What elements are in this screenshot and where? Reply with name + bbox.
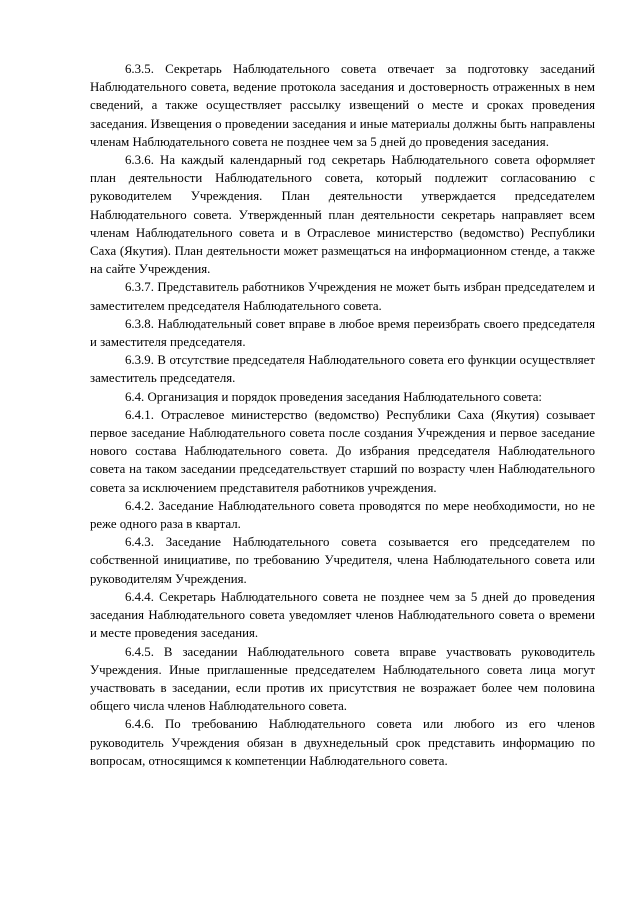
paragraph-6-3-5: 6.3.5. Секретарь Наблюдательного совета отвечает за подготовку заседаний Наблюдательного совета, ведение протокола заседания и достоверность отраженных в нем сведений, а также осуществляет рассылку извещений о месте и сроках проведения заседания. Извещения о проведении заседания и иные материалы должны быть направлены членам Наблюдательного совета не позднее чем за 5 дней до проведения заседания.: [90, 62, 595, 149]
paragraph-6-4-3: 6.4.3. Заседание Наблюдательного совета созывается его председателем по собственной инициативе, по требованию Учредителя, члена Наблюдательного совета или руководителям Учреждения.: [90, 535, 595, 586]
paragraph-6-3-7: 6.3.7. Представитель работников Учреждения не может быть избран председателем и заместителем председателя Наблюдательного совета.: [90, 280, 595, 313]
paragraph-6-3-8: 6.3.8. Наблюдательный совет вправе в любое время переизбрать своего председателя и заместителя председателя.: [90, 316, 595, 350]
document-page: [90, 60, 595, 770]
paragraph-6-3-9: 6.3.9. В отсутствие председателя Наблюдательного совета его функции осуществляет заместитель председателя.: [90, 353, 595, 386]
paragraph-6-4: 6.4. Организация и порядок проведения заседания Наблюдательного совета:: [125, 389, 543, 404]
paragraph-6-3-6: 6.3.6. На каждый календарный год секретарь Наблюдательного совета оформляет план деятельности Наблюдательного совета, который подлежит согласованию с руководителем Учреждения. План деятельности утверждается председателем Наблюдательного совета. Утвержденный план деятельности секретарь направляет всем членам Наблюдательного совета и в Отраслевое министерство (ведомство) Республики Саха (Якутия). План деятельности может размещаться на информационном стенде, а также на сайте Учреждения.: [90, 153, 595, 277]
paragraph-6-4-5: 6.4.5. В заседании Наблюдательного совета вправе участвовать руководитель Учреждения. Иные приглашенные председателем Наблюдательного совета лица могут участвовать в заседании, если против их присутствия не возражает более чем половина общего числа членов Наблюдательного совета.: [90, 644, 595, 714]
paragraph-6-4-6: 6.4.6. По требованию Наблюдательного совета или любого из его членов руководитель Учреждения обязан в двухнедельный срок представить информацию по вопросам, относящимся к компетенции Наблюдательного совета.: [90, 717, 595, 768]
paragraph-6-4-1: 6.4.1. Отраслевое министерство (ведомство) Республики Саха (Якутия) созывает первое заседание Наблюдательного совета после создания Учреждения и первое заседание нового состава Наблюдательного совета. До избрания председателя Наблюдательного совета на таком заседании председательствует старший по возрасту член Наблюдательного совета за исключением представителя работников учреждения.: [90, 407, 595, 495]
paragraph-6-4-2: 6.4.2. Заседание Наблюдательного совета проводятся по мере необходимости, но не реже одного раза в квартал.: [90, 498, 595, 532]
paragraph-6-4-4: 6.4.4. Секретарь Наблюдательного совета не позднее чем за 5 дней до проведения заседания Наблюдательного совета уведомляет членов Наблюдательного совета о времени и месте проведения заседания.: [90, 589, 595, 641]
